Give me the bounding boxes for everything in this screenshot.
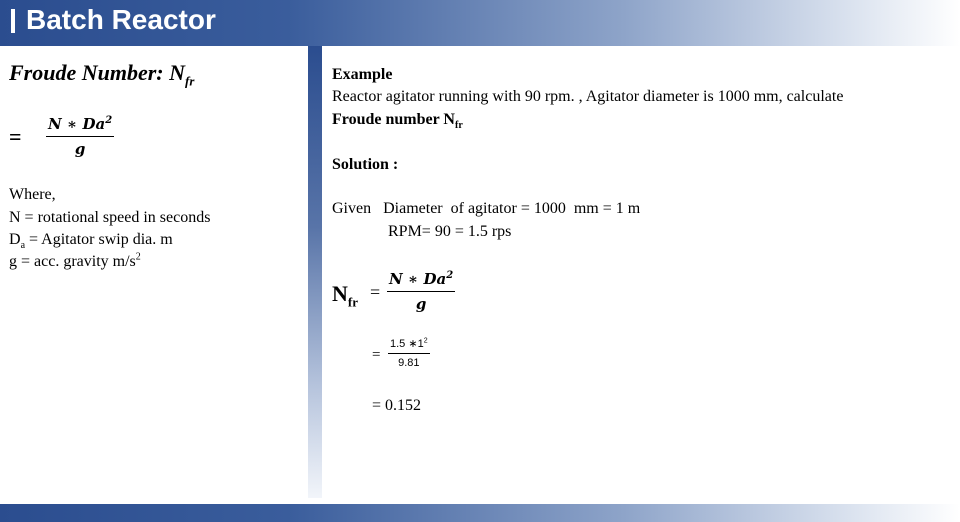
definition-da-rest: = Agitator swip dia. m	[25, 231, 173, 248]
where-label: Where,	[9, 186, 56, 203]
substitution-numerator	[388, 337, 430, 354]
right-formula-numerator	[387, 270, 455, 292]
definition-g-sup: 2	[135, 251, 141, 263]
substitution-equals: =	[372, 347, 381, 363]
result-value: = 0.152	[372, 397, 422, 414]
froude-title-sub: fr	[185, 73, 195, 89]
definition-da	[9, 231, 173, 252]
solution-heading: Solution :	[332, 156, 399, 173]
definition-da-sub: a	[20, 240, 26, 252]
left-formula	[46, 115, 114, 158]
left-equals: =	[9, 124, 22, 149]
right-formula-num-sup: 2	[446, 270, 454, 281]
example-heading: Example	[332, 66, 393, 83]
slide-title: Batch Reactor	[26, 4, 216, 35]
left-formula-num-sup: 2	[105, 115, 113, 126]
slide-header	[0, 0, 960, 46]
problem-target-sub: fr	[454, 120, 463, 132]
substitution-num-sup: 2	[423, 337, 428, 345]
given-line: Given Diameter of agitator = 1000 mm = 1 m	[332, 200, 641, 217]
right-formula	[387, 270, 455, 313]
left-formula-num-text: N ∗ Da	[48, 115, 106, 133]
substitution-fraction	[388, 337, 430, 369]
nfr-main: N	[332, 281, 348, 306]
definition-da-prefix: D	[9, 231, 21, 248]
definition-g	[9, 253, 141, 271]
header-accent-bar	[11, 9, 15, 33]
definition-g-text: g = acc. gravity m/s	[9, 253, 136, 270]
rpm-line: RPM= 90 = 1.5 rps	[388, 223, 512, 240]
right-formula-denominator: g	[415, 295, 427, 313]
slide-footer-bar	[0, 504, 960, 522]
problem-statement: Reactor agitator running with 90 rpm. , Agitator diameter is 1000 mm, calculate	[332, 88, 844, 105]
vertical-divider	[308, 46, 322, 498]
problem-target	[332, 111, 463, 132]
right-formula-num-text: N ∗ Da	[389, 270, 447, 288]
substitution-denominator: 9.81	[398, 357, 420, 369]
froude-title	[9, 60, 195, 89]
froude-title-main: Froude Number: N	[9, 60, 186, 85]
nfr-sub: fr	[347, 294, 358, 310]
definition-n: N = rotational speed in seconds	[9, 209, 211, 226]
left-formula-numerator	[46, 115, 114, 137]
nfr-label	[332, 281, 358, 310]
problem-target-text: Froude number N	[332, 111, 455, 128]
left-formula-denominator: g	[74, 140, 86, 158]
right-equals: =	[370, 282, 381, 302]
substitution-num-text: 1.5 ∗1	[390, 338, 424, 350]
